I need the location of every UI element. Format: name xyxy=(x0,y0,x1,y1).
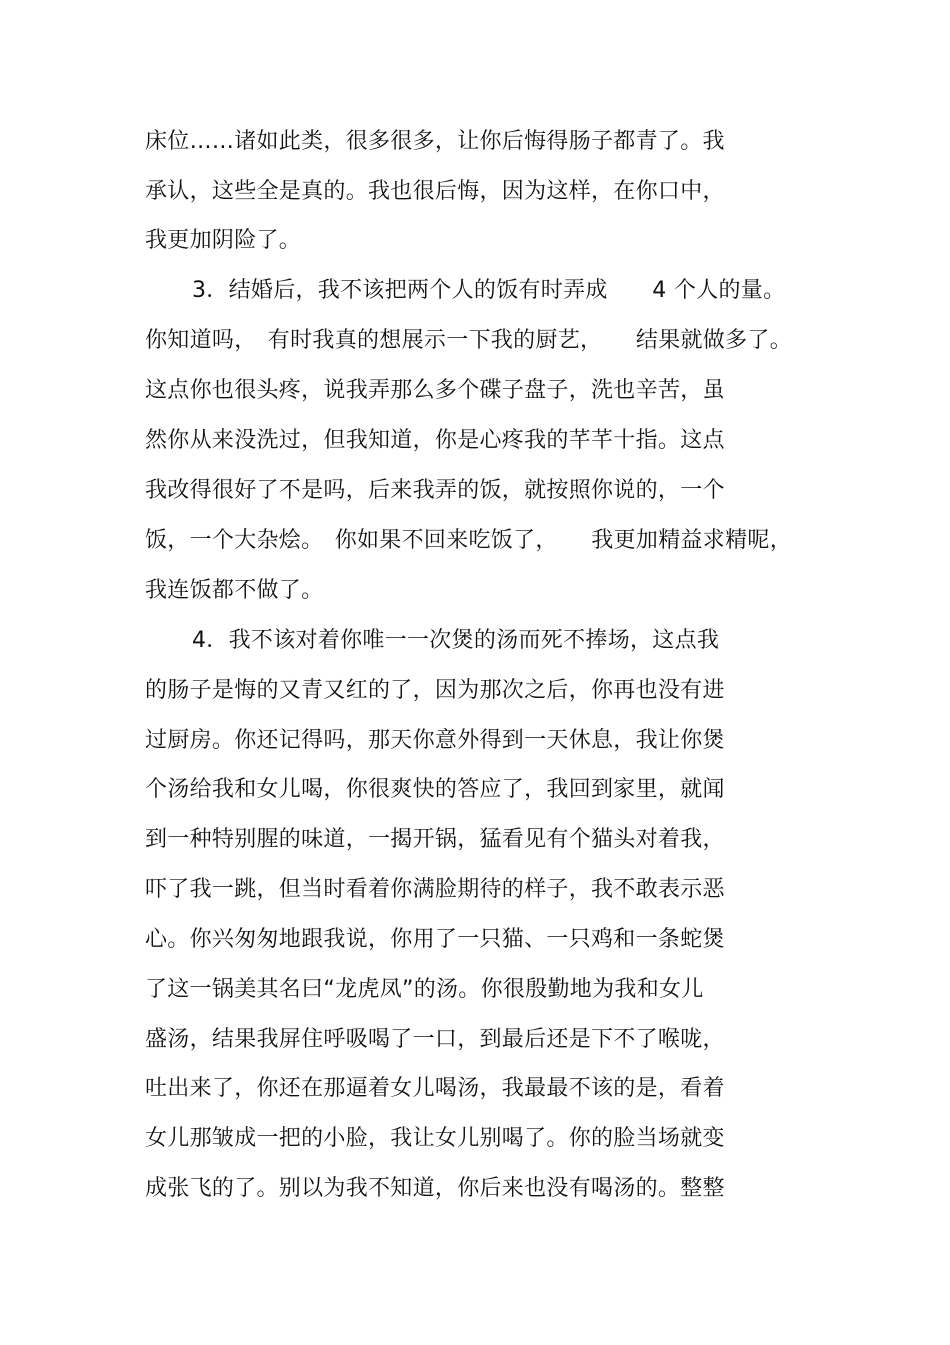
text-line: 你知道吗， 有时我真的想展示一下我的厨艺， 结果就做多了。 xyxy=(145,328,793,353)
text-line: 女儿那皱成一把的小脸，我让女儿别喝了。你的脸当场就变 xyxy=(145,1126,725,1151)
text-line: 我连饭都不做了。 xyxy=(145,578,324,603)
text-line: 然你从来没洗过，但我知道，你是心疼我的芊芊十指。这点 xyxy=(145,428,725,453)
text-line: 到一种特别腥的味道，一揭开锅，猛看见有个猫头对着我， xyxy=(145,827,725,852)
text-line: 吓了我一跳，但当时看着你满脸期待的样子，我不敢表示恶 xyxy=(145,877,725,902)
text-line: 个汤给我和女儿喝，你很爽快的答应了，我回到家里，就闻 xyxy=(145,777,725,802)
text-line: 这点你也很头疼，说我弄那么多个碟子盘子，洗也辛苦，虽 xyxy=(145,378,725,403)
text-line: 的肠子是悔的又青又红的了，因为那次之后，你再也没有进 xyxy=(145,678,725,703)
text-line: 心。你兴匆匆地跟我说，你用了一只猫、一只鸡和一条蛇煲 xyxy=(145,927,725,952)
text-line: 饭，一个大杂烩。 你如果不回来吃饭了， 我更加精益求精呢， xyxy=(145,528,793,553)
text-line: 我更加阴险了。 xyxy=(145,228,302,253)
text-line: 盛汤，结果我屏住呼吸喝了一口，到最后还是下不了喉咙， xyxy=(145,1027,725,1052)
text-line: 我改得很好了不是吗，后来我弄的饭，就按照你说的，一个 xyxy=(145,478,725,503)
text-line: 了这一锅美其名曰“龙虎凤”的汤。你很殷勤地为我和女儿 xyxy=(145,977,704,1002)
text-line: 过厨房。你还记得吗，那天你意外得到一天休息，我让你煲 xyxy=(145,728,725,753)
paragraph-4-start: 4．我不该对着你唯一一次煲的汤而死不捧场，这点我 xyxy=(192,628,720,653)
text-line: 吐出来了，你还在那逼着女儿喝汤，我最最不该的是，看着 xyxy=(145,1076,725,1101)
paragraph-3-start: 3．结婚后，我不该把两个人的饭有时弄成 4 个人的量。 xyxy=(192,278,786,303)
text-line: 成张飞的了。别以为我不知道，你后来也没有喝汤的。整整 xyxy=(145,1176,725,1201)
text-line: 承认，这些全是真的。我也很后悔，因为这样，在你口中， xyxy=(145,179,725,204)
text-line: 床位……诸如此类，很多很多，让你后悔得肠子都青了。我 xyxy=(145,129,725,154)
